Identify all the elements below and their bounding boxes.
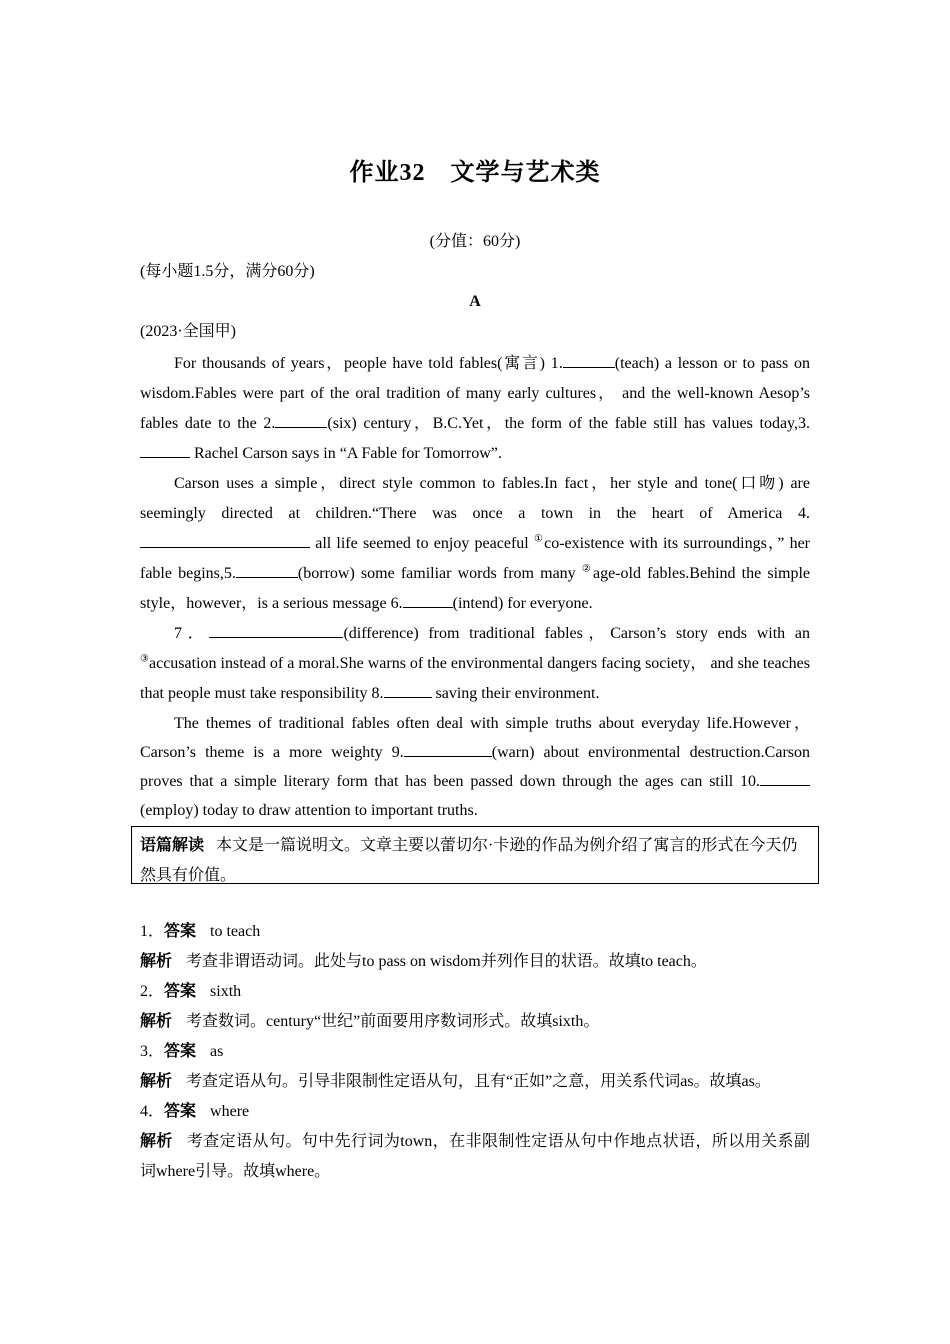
- blank-6[interactable]: [403, 593, 453, 608]
- score-note: (每小题1.5分，满分60分): [140, 263, 315, 280]
- blank-3[interactable]: [140, 443, 190, 458]
- answers-section: [140, 917, 810, 1187]
- answer-4: 4．答案 where: [140, 1103, 250, 1120]
- passage: [140, 349, 810, 825]
- answer-2: 2．答案 sixth: [140, 983, 242, 1000]
- source-label: (2023·全国甲): [140, 323, 236, 340]
- blank-8[interactable]: [384, 683, 432, 698]
- blank-2[interactable]: [275, 413, 327, 428]
- explanation-1: 解析 考查非谓语动词。此处与to pass on wisdom并列作目的状语。故填to teach。: [140, 953, 707, 970]
- summary-box: [131, 826, 819, 884]
- explanation-2: 解析 考查数词。century“世纪”前面要用序数词形式。故填sixth。: [140, 1013, 600, 1030]
- summary-text: 本文是一篇说明文。文章主要以蕾切尔·卡逊的作品为例介绍了寓言的形式在今天仍然具有价值。: [140, 837, 798, 884]
- blank-1[interactable]: [563, 353, 615, 368]
- answer-3: 3．答案 as: [140, 1043, 224, 1060]
- paragraph-4: The themes of traditional fables often deal with simple truths about everyday life.However，Carson’s theme is a more weighty 9. (warn) about environmental destruction.Carson proves that a simple literary form that has been passed down through the ages can still 10.(employ) today to draw attention to important truths.: [140, 715, 810, 819]
- blank-7[interactable]: [209, 623, 343, 638]
- blank-5[interactable]: [236, 563, 298, 578]
- page-title: 作业32 文学与艺术类: [349, 160, 601, 186]
- answer-1: 1．答案 to teach: [140, 923, 261, 940]
- explanation-3: 解析 考查定语从句。引导非限制性定语从句，且有“正如”之意，用关系代词as。故填as。: [140, 1073, 771, 1090]
- paragraph-2: Carson uses a simple，direct style common to fables.In fact，her style and tone(口吻) are seemingly directed at children.“There was once a town in the heart of America 4. all life seemed to enjoy peaceful ①co-existence with its surroundings，” her fable begins,5. (borrow) some familiar words from many ②age-old fables.Behind the simple style，however，is a serious message 6. (intend) for everyone.: [140, 475, 811, 612]
- summary-label: 语篇解读: [140, 837, 205, 854]
- paragraph-1: For thousands of years，people have told fables(寓言) 1. (teach) a lesson or to pass on wisdom.Fables were part of the oral tradition of many early cultures， and the well-known Aesop’s fables date to the 2. (six) century，B.C.Yet，the form of the fable still has values today,3. Rachel Carson says in “A Fable for Tomorrow”.: [140, 355, 811, 462]
- blank-10[interactable]: [760, 771, 810, 786]
- blank-9[interactable]: [404, 742, 492, 757]
- paragraph-3: 7． (difference) from traditional fables，Carson’s story ends with an ③accusation instead of a moral.She warns of the environmental dangers facing society， and she teaches that people must take responsibility 8. saving their environment.: [140, 625, 811, 702]
- score-info: (分值：60分): [429, 233, 521, 250]
- section-label: A: [469, 293, 481, 310]
- blank-4[interactable]: [140, 533, 310, 548]
- explanation-4: 解析 考查定语从句。句中先行词为town，在非限制性定语从句中作地点状语，所以用关系副词where引导。故填where。: [140, 1133, 810, 1180]
